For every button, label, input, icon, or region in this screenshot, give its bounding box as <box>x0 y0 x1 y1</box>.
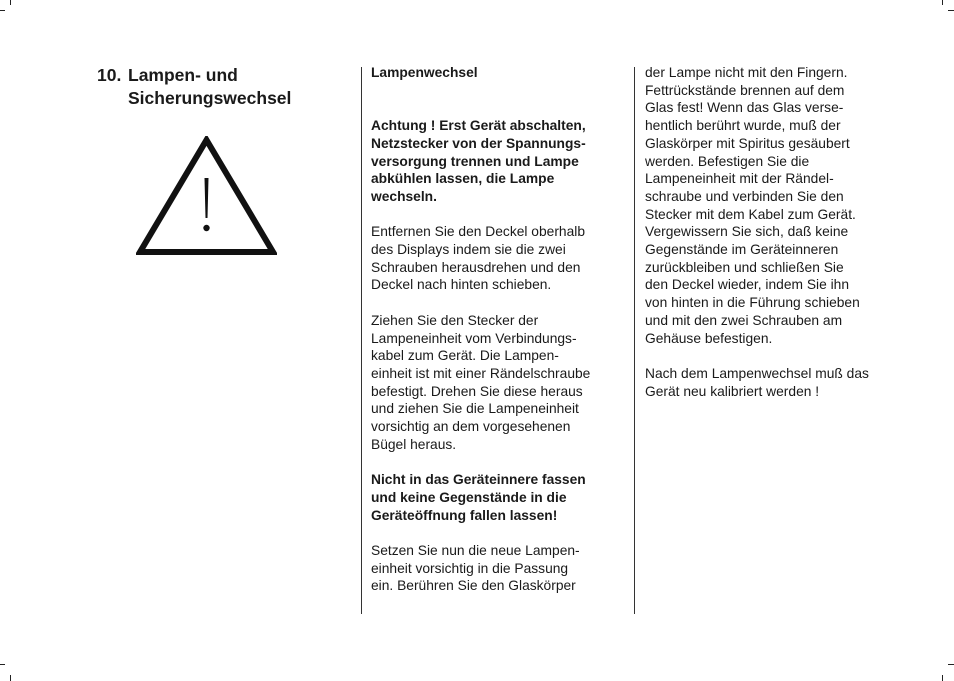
paragraph-remove-lamp: Ziehen Sie den Stecker der Lampeneinheit vom Verbindungs- kabel zum Gerät. Die Lampen- einheit ist mit einer Rändelschraube befestigt. Drehen Sie diese heraus und ziehen Sie die Lampeneinheit vorsichtig an dem vorgesehenen Bügel heraus. <box>371 312 591 452</box>
column-divider-right <box>634 67 635 614</box>
section-heading <box>97 64 291 110</box>
section-title-line2: Sicherungswechsel <box>128 88 292 108</box>
crop-mark-bottom-left <box>10 675 11 681</box>
subsection-title: Lampenwechsel <box>371 65 478 80</box>
crop-mark-top-right-h <box>948 10 954 11</box>
caution-paragraph: Nicht in das Geräteinnere fassen und keine Gegenstände in die Geräteöffnung fallen lassen! <box>371 472 586 523</box>
paragraph-insert-lamp: Setzen Sie nun die neue Lampen- einheit vorsichtig in die Passung ein. Berühren Sie den Glaskörper <box>371 542 580 594</box>
crop-mark-bottom-right <box>942 675 943 681</box>
warning-triangle-icon <box>136 136 277 256</box>
column-middle <box>371 64 619 613</box>
warning-paragraph: Achtung ! Erst Gerät abschalten, Netzstecker von der Spannungs- versorgung trennen und Lampe abkühlen lassen, die Lampe wechseln. <box>371 118 586 204</box>
crop-mark-top-left <box>10 0 11 5</box>
column-right <box>645 64 893 418</box>
crop-mark-bottom-left-h <box>0 664 5 665</box>
paragraph-calibrate: Nach dem Lampenwechsel muß das Gerät neu kalibriert werden ! <box>645 365 869 399</box>
crop-mark-top-left-h <box>0 10 5 11</box>
section-title-line1: Lampen- und <box>128 65 238 85</box>
paragraph-continue: der Lampe nicht mit den Fingern. Fettrückstände brennen auf dem Glas fest! Wenn das Glas verse- hentlich berührt wurde, muß der Glaskörper mit Spiritus gesäubert werden. Befestigen Sie die Lampeneinheit mit der Rändel- schraube und verbinden Sie den Stecker mit dem Kabel zum Gerät. Vergewissern Sie sich, daß keine Gegenstände im Geräteinneren zurückbleiben und schließen Sie den Deckel wieder, indem Sie ihn von hinten in die Führung schieben und mit den zwei Schrauben am Gehäuse befestigen. <box>645 65 860 346</box>
section-number: 10. <box>97 65 122 85</box>
column-divider-left <box>361 67 362 614</box>
crop-mark-top-right <box>942 0 943 5</box>
crop-mark-bottom-right-h <box>948 664 954 665</box>
paragraph-remove-cover: Entfernen Sie den Deckel oberhalb des Displays indem sie die zwei Schrauben herausdrehen und den Deckel nach hinten schieben. <box>371 224 585 293</box>
